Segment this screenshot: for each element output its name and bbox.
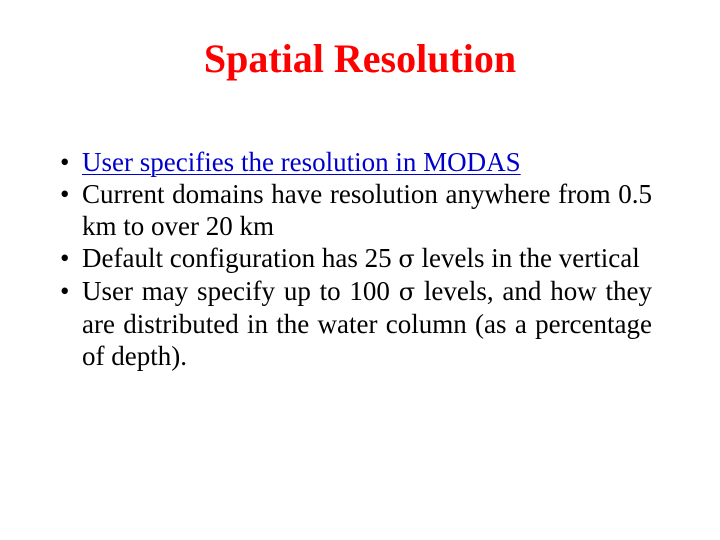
bullet-text-after: levels in the vertical [421,243,640,273]
bullet-item-user-specifies[interactable] [60,146,652,178]
bullet-icon: • [60,147,70,177]
bullet-item-current-domains [60,178,652,242]
bullet-item-default-configuration [60,242,652,275]
bullet-text-before: User may specify up to 100 [82,276,390,306]
bullet-icon: • [60,276,70,306]
bullet-text-before: Default configuration has 25 [82,243,392,273]
bullet-text-after: levels, and how they are distributed in the water column (as a percentage of depth). [82,276,652,371]
bullet-list [60,146,652,372]
sigma-symbol: σ [398,245,415,273]
slide-title: Spatial Resolution [203,36,517,81]
bullet-item-user-may-specify [60,275,652,372]
sigma-symbol: σ [398,278,416,306]
bullet-text: Current domains have resolution anywhere from 0.5 km to over 20 km [82,179,652,241]
modas-resolution-link[interactable]: User specifies the resolution in MODAS [82,147,521,177]
bullet-icon: • [60,179,70,209]
bullet-icon: • [60,243,70,273]
